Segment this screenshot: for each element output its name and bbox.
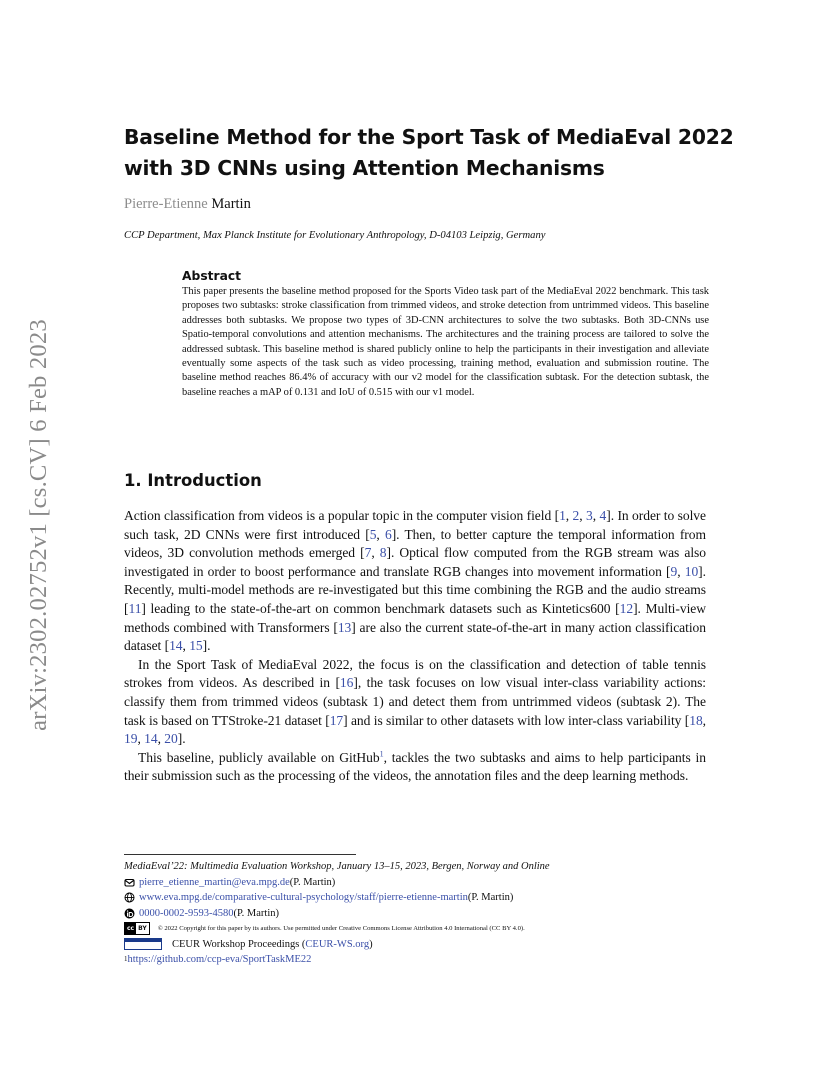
github-link[interactable]: https://github.com/ccp-eva/SportTaskME22 — [127, 954, 312, 965]
website-row: www.eva.mpg.de/comparative-cultural-psychology/staff/pierre-etienne-martin (P. Martin) — [124, 890, 744, 906]
citation-link[interactable]: 4 — [599, 508, 607, 523]
paragraph-3: This baseline, publicly available on GitHub$^1$, tackles the two subtasks and aims to help participants in their submission such as the processing of the videos, the annotation files and the deep learning methods. — [124, 749, 706, 784]
author-family-name: Martin — [211, 196, 251, 212]
citation-link[interactable]: 20 — [164, 731, 178, 747]
globe-icon — [124, 892, 135, 903]
citation-link[interactable]: 15 — [189, 638, 203, 654]
email-row: pierre_etienne_martin@eva.mpg.de (P. Martin) — [124, 875, 744, 891]
citation-link[interactable]: 10 — [684, 563, 699, 579]
citation-link[interactable]: 6 — [384, 526, 392, 542]
author — [124, 196, 251, 213]
citation-link[interactable]: 5 — [369, 526, 377, 542]
title-line-2: with 3D CNNs using Attention Mechanisms — [124, 156, 605, 180]
citation-link[interactable]: 19 — [124, 731, 138, 747]
paper-title — [124, 122, 744, 184]
orcid-icon — [124, 908, 135, 919]
ceur-link[interactable]: CEUR-WS.org — [305, 938, 370, 950]
envelope-icon — [124, 877, 135, 888]
author-given-name: Pierre-Etienne — [124, 196, 208, 212]
paragraph-1: Action classification from videos is a popular topic in the computer vision field [1, 2, 3, 4]. In order to solve such task, 2D CNNs were first introduced [5, 6]. Then, to better capture the temporal information from videos, 3D convolution methods emerged [7, 8]. Optical flow computed from the RGB stream was also investigated in order to boost performance and translate RGB changes into movement information [9, 10]. Recently, multi-model methods are re-investigated but this time combining the RGB and the audio streams [11] leading to the state-of-the-art on common benchmark datasets such as Kintetics600 [12]. Multi-view methods combined with Transformers [13] are also the current state-of-the-art in many action classification dataset [14, 15]. — [124, 508, 707, 654]
citation-link[interactable]: 11 — [128, 600, 142, 616]
arxiv-stamp — [20, 291, 58, 758]
footnote-rule — [124, 854, 356, 855]
footnote-number: 1 — [124, 955, 128, 964]
title-line-1: Baseline Method for the Sport Task of MediaEval 2022 — [124, 125, 734, 149]
footnotes — [124, 859, 744, 968]
copyright-row — [124, 921, 744, 937]
paragraph-2: In the Sport Task of MediaEval 2022, the focus is on the classification and detection of table tennis strokes from videos. As described in [16], the task focuses on low visual inter-class variability actions: classify them from trimmed videos (subtask 1) and detect them from untrimmed videos (subtask 2). The task is based on TTStroke-21 dataset [17] and is similar to other datasets with low inter-class variability [18, 19, 14, 20]. — [124, 656, 707, 747]
citation-link[interactable]: 9 — [670, 563, 678, 579]
section-title: 1. Introduction — [124, 471, 262, 490]
citation-link[interactable]: 17 — [329, 712, 344, 728]
citation-link[interactable]: 1 — [559, 508, 566, 523]
citation-link[interactable]: 2 — [572, 508, 580, 523]
email-link[interactable]: pierre_etienne_martin@eva.mpg.de — [139, 876, 290, 888]
ceur-row: CEUR Workshop Proceedings ( CEUR-WS.org ) — [124, 937, 744, 953]
abstract-text: This paper presents the baseline method proposed for the Sports Video task part of the MediaEval 2022 benchmark. This task proposes two subtasks: stroke classification from trimmed videos, and stroke detection from untrimmed videos. This baseline addresses both subtasks. We propose two types of 3D-CNN architectures to solve the two subtasks. Both 3D-CNNs use Spatio-temporal convolutions and attention mechanisms. The architectures and the training process are tailored to solve the addressed subtask. This baseline method is shared publicly online to help the participants in their investigation and alleviate eventually some aspects of the task such as video processing, training method, evaluation and submission routine. The baseline method reaches 86.4% of accuracy with our v2 model for the classification subtask. For the detection subtask, the baseline reaches a mAP of 0.131 and IoU of 0.515 with our v1 model. — [182, 286, 709, 398]
citation-link[interactable]: 3 — [586, 508, 593, 523]
footnote-1 — [124, 952, 744, 968]
footnote-marker[interactable]: 1 — [379, 749, 384, 759]
citation-link[interactable]: 12 — [619, 600, 634, 616]
section-body — [124, 507, 706, 786]
citation-link[interactable]: 18 — [689, 712, 703, 728]
citation-link[interactable]: 13 — [337, 619, 352, 635]
abstract-heading: Abstract — [182, 269, 242, 283]
affiliation: CCP Department, Max Planck Institute for Evolutionary Anthropology, D-04103 Leipzig, Germany — [124, 230, 546, 241]
citation-link[interactable]: 16 — [339, 675, 354, 691]
citation-link[interactable]: 7 — [364, 545, 372, 561]
citation-link[interactable]: 14 — [144, 731, 158, 747]
ceur-logo — [124, 938, 162, 950]
abstract — [182, 268, 709, 400]
website-link[interactable]: www.eva.mpg.de/comparative-cultural-psychology/staff/pierre-etienne-martin — [139, 892, 468, 903]
venue-note: MediaEval’22: Multimedia Evaluation Workshop, January 13–15, 2023, Bergen, Norway and Online — [124, 861, 550, 872]
orcid-link[interactable]: 0000-0002-9593-4580 — [139, 907, 234, 919]
citation-link[interactable]: 8 — [379, 545, 387, 561]
arxiv-id: arXiv:2302.02752v1 [cs.CV] 6 Feb 2023 — [25, 318, 53, 731]
orcid-row: 0000-0002-9593-4580 (P. Martin) — [124, 906, 744, 922]
creative-commons-icon: cc BY — [124, 922, 150, 935]
citation-link[interactable]: 14 — [169, 638, 183, 654]
copyright-text: © 2022 Copyright for this paper by its authors. Use permitted under Creative Commons License Attribution 4.0 International (CC BY 4.0). — [157, 925, 525, 932]
